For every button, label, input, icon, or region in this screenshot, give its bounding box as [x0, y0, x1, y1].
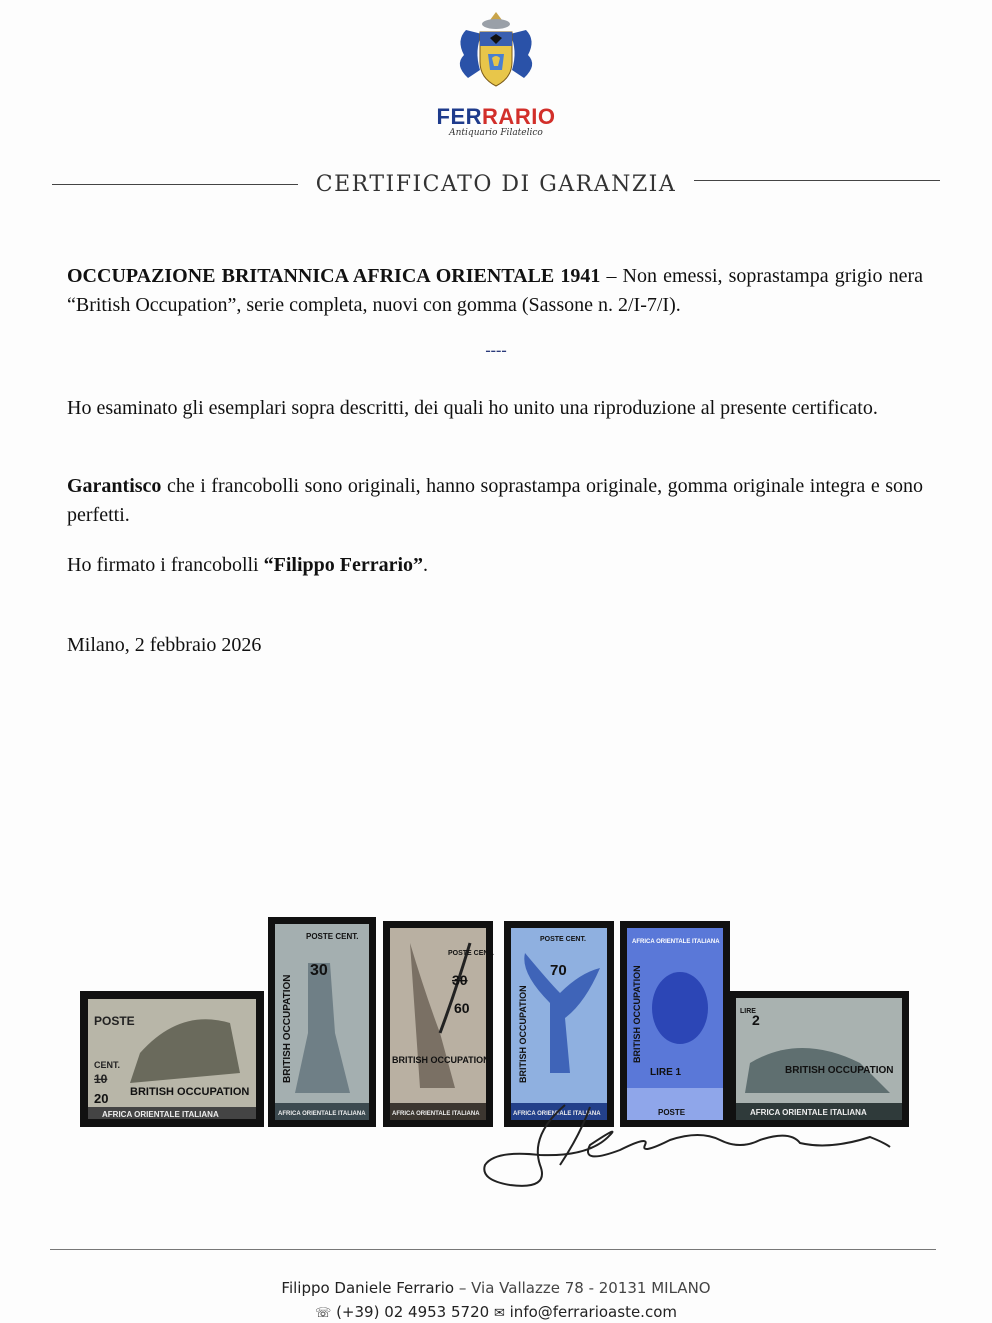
description-heading: OCCUPAZIONE BRITANNICA AFRICA ORIENTALE 1941: [67, 265, 601, 287]
phone-icon: ☏: [315, 1306, 332, 1321]
handwritten-signature: [470, 1095, 900, 1205]
svg-text:70: 70: [550, 962, 567, 979]
svg-text:20: 20: [94, 1091, 109, 1106]
guarantee-paragraph: [67, 472, 923, 530]
svg-text:10: 10: [94, 1072, 108, 1086]
place-date: Milano, 2 febbraio 2026: [67, 634, 262, 656]
description-paragraph: [67, 262, 923, 320]
svg-text:CENT.: CENT.: [94, 1060, 121, 1070]
separator: ----: [485, 342, 507, 359]
footer-email: info@ferrarioaste.com: [509, 1303, 677, 1321]
svg-text:60: 60: [454, 1000, 470, 1016]
svg-text:POSTE CENT.: POSTE CENT.: [540, 936, 586, 943]
svg-text:AFRICA ORIENTALE ITALIANA: AFRICA ORIENTALE ITALIANA: [750, 1108, 867, 1117]
brand-name: FERRARIO: [436, 104, 556, 129]
svg-text:AFRICA ORIENTALE ITALIANA: AFRICA ORIENTALE ITALIANA: [392, 1111, 480, 1117]
stamp-1: [80, 991, 264, 1127]
svg-text:POSTE CENT.: POSTE CENT.: [448, 950, 494, 957]
svg-text:30: 30: [310, 962, 328, 979]
svg-text:AFRICA ORIENTALE ITALIANA: AFRICA ORIENTALE ITALIANA: [632, 939, 720, 945]
footer-phone: (+39) 02 4953 5720: [336, 1303, 490, 1321]
signed-paragraph: Ho firmato i francobolli “Filippo Ferrario”.: [67, 554, 429, 576]
stamp-1-top: POSTE: [94, 1014, 135, 1028]
footer-rule: [50, 1249, 936, 1250]
svg-text:AFRICA ORIENTALE ITALIANA: AFRICA ORIENTALE ITALIANA: [513, 1111, 601, 1117]
footer-name-address: [0, 1279, 992, 1297]
svg-text:POSTE: POSTE: [658, 1108, 686, 1117]
svg-text:AFRICA ORIENTALE ITALIANA: AFRICA ORIENTALE ITALIANA: [278, 1111, 366, 1117]
svg-text:LIRE 1: LIRE 1: [650, 1067, 682, 1078]
email-icon: ✉: [493, 1306, 505, 1321]
guarantee-text: che i francobolli sono originali, hanno soprastampa originale, gomma originale integra e sono perfetti.: [67, 475, 923, 526]
certificate-title: CERTIFICATO DI GARANZIA: [315, 172, 677, 197]
stamp-2-overprint: BRITISH OCCUPATION: [282, 974, 293, 1083]
signed-name: “Filippo Ferrario”: [263, 554, 424, 576]
stamp-3-overprint: BRITISH OCCUPATION: [392, 1055, 490, 1065]
examined-paragraph: Ho esaminato gli esemplari sopra descritti, dei quali ho unito una riproduzione al presente certificato.: [67, 397, 878, 419]
brand-tagline: Antiquario Filatelico: [449, 128, 543, 138]
description-text: – Non emessi, soprastampa grigio nera “British Occupation”, serie completa, nuovi con gomma (Sassone n. 2/I-7/I).: [67, 265, 923, 316]
svg-text:LIRE: LIRE: [740, 1008, 756, 1015]
stamp-1-overprint: BRITISH OCCUPATION: [130, 1086, 250, 1098]
footer-address: – Via Vallazze 78 - 20131 MILANO: [454, 1279, 711, 1297]
stamp-6-overprint: BRITISH OCCUPATION: [785, 1065, 894, 1076]
svg-text:30: 30: [452, 972, 468, 988]
svg-text:POSTE CENT.: POSTE CENT.: [306, 932, 359, 941]
footer-contact: [0, 1303, 992, 1321]
guarantee-lead: Garantisco: [67, 475, 162, 497]
title-rule-right: [694, 180, 940, 181]
stamp-2: [268, 917, 376, 1127]
footer-name: Filippo Daniele Ferrario: [281, 1279, 455, 1297]
coat-of-arms-logo: [446, 10, 546, 90]
svg-text:AFRICA ORIENTALE ITALIANA: AFRICA ORIENTALE ITALIANA: [102, 1110, 219, 1119]
stamp-5-overprint: BRITISH OCCUPATION: [632, 965, 642, 1063]
stamp-4-overprint: BRITISH OCCUPATION: [518, 985, 528, 1083]
svg-text:2: 2: [752, 1012, 760, 1028]
